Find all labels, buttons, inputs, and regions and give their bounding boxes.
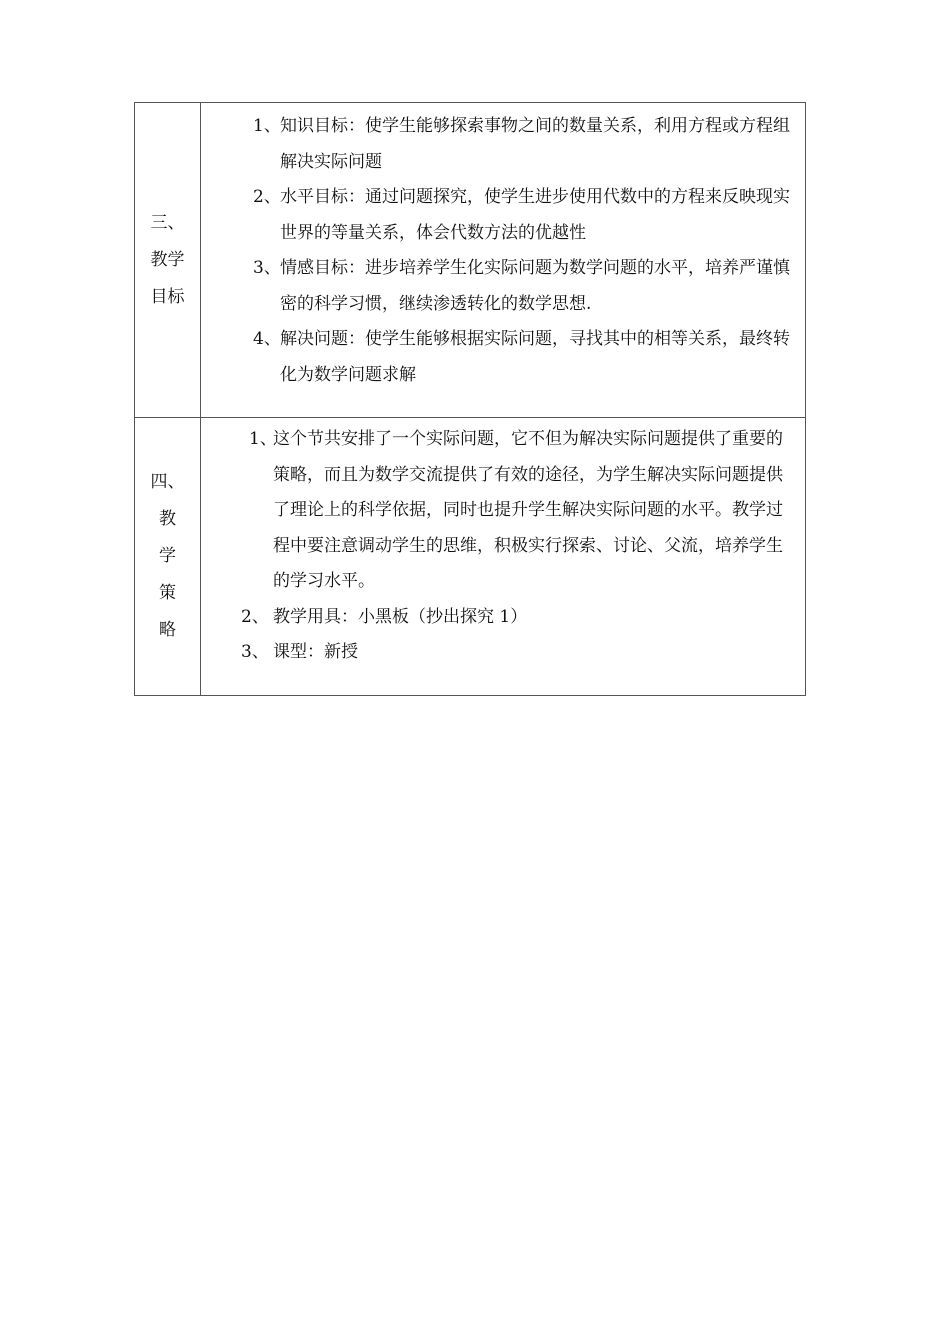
section-label-line: 目标 bbox=[150, 286, 185, 307]
section-label-line: 四、 bbox=[150, 471, 185, 492]
objectives-list bbox=[201, 103, 805, 417]
section-content-strategy bbox=[201, 418, 806, 696]
item-number: 1、 bbox=[249, 429, 277, 449]
lesson-plan-table bbox=[134, 102, 806, 696]
section-label-line: 教 bbox=[159, 508, 176, 529]
list-item bbox=[241, 635, 799, 671]
item-text: 水平目标：通过问题探究，使学生进步使用代数中的方程来反映现实世界的等量关系，体会代数方法的优越性 bbox=[280, 187, 790, 243]
list-item bbox=[253, 251, 799, 322]
item-text: 课型：新授 bbox=[273, 642, 358, 662]
table-row bbox=[135, 418, 806, 696]
section-content-objectives bbox=[201, 103, 806, 418]
item-text: 这个节共安排了一个实际问题，它不但为解决实际问题提供了重要的策略，而且为数学交流提供了有效的途径，为学生解决实际问题提供了理论上的科学依据，同时也提升学生解决实际问题的水平。教学过程中要注意调动学生的思维，积极实行探索、讨论、父流，培养学生的学习水平。 bbox=[273, 429, 783, 591]
item-number: 3、 bbox=[241, 642, 269, 662]
table-row bbox=[135, 103, 806, 418]
item-text: 情感目标：进步培养学生化实际问题为数学问题的水平，培养严谨慎密的科学习惯，继续渗透转化的数学思想. bbox=[280, 258, 790, 314]
section-label-objectives bbox=[135, 103, 201, 418]
item-number: 2、 bbox=[241, 606, 269, 627]
item-number: 4、 bbox=[253, 329, 281, 349]
strategy-list bbox=[201, 418, 805, 695]
section-label-strategy bbox=[135, 418, 201, 696]
item-text: 解决问题：使学生能够根据实际问题，寻找其中的相等关系，最终转化为数学问题求解 bbox=[280, 329, 790, 385]
list-item bbox=[249, 422, 799, 600]
item-number: 1、 bbox=[253, 116, 281, 136]
section-label-line: 学 bbox=[159, 545, 176, 566]
section-label-line: 略 bbox=[159, 619, 176, 640]
item-text: 知识目标：使学生能够探索事物之间的数量关系，利用方程或方程组解决实际问题 bbox=[280, 116, 790, 172]
section-label-line: 策 bbox=[159, 582, 176, 603]
section-label-line: 三、 bbox=[150, 212, 185, 233]
list-item bbox=[253, 109, 799, 180]
item-number: 2、 bbox=[253, 187, 281, 207]
list-item bbox=[253, 322, 799, 393]
item-text: 教学用具：小黑板（抄出探究 1） bbox=[273, 606, 528, 627]
section-label-line: 教学 bbox=[150, 249, 185, 270]
list-item bbox=[253, 180, 799, 251]
list-item bbox=[241, 600, 799, 636]
item-number: 3、 bbox=[253, 258, 281, 278]
